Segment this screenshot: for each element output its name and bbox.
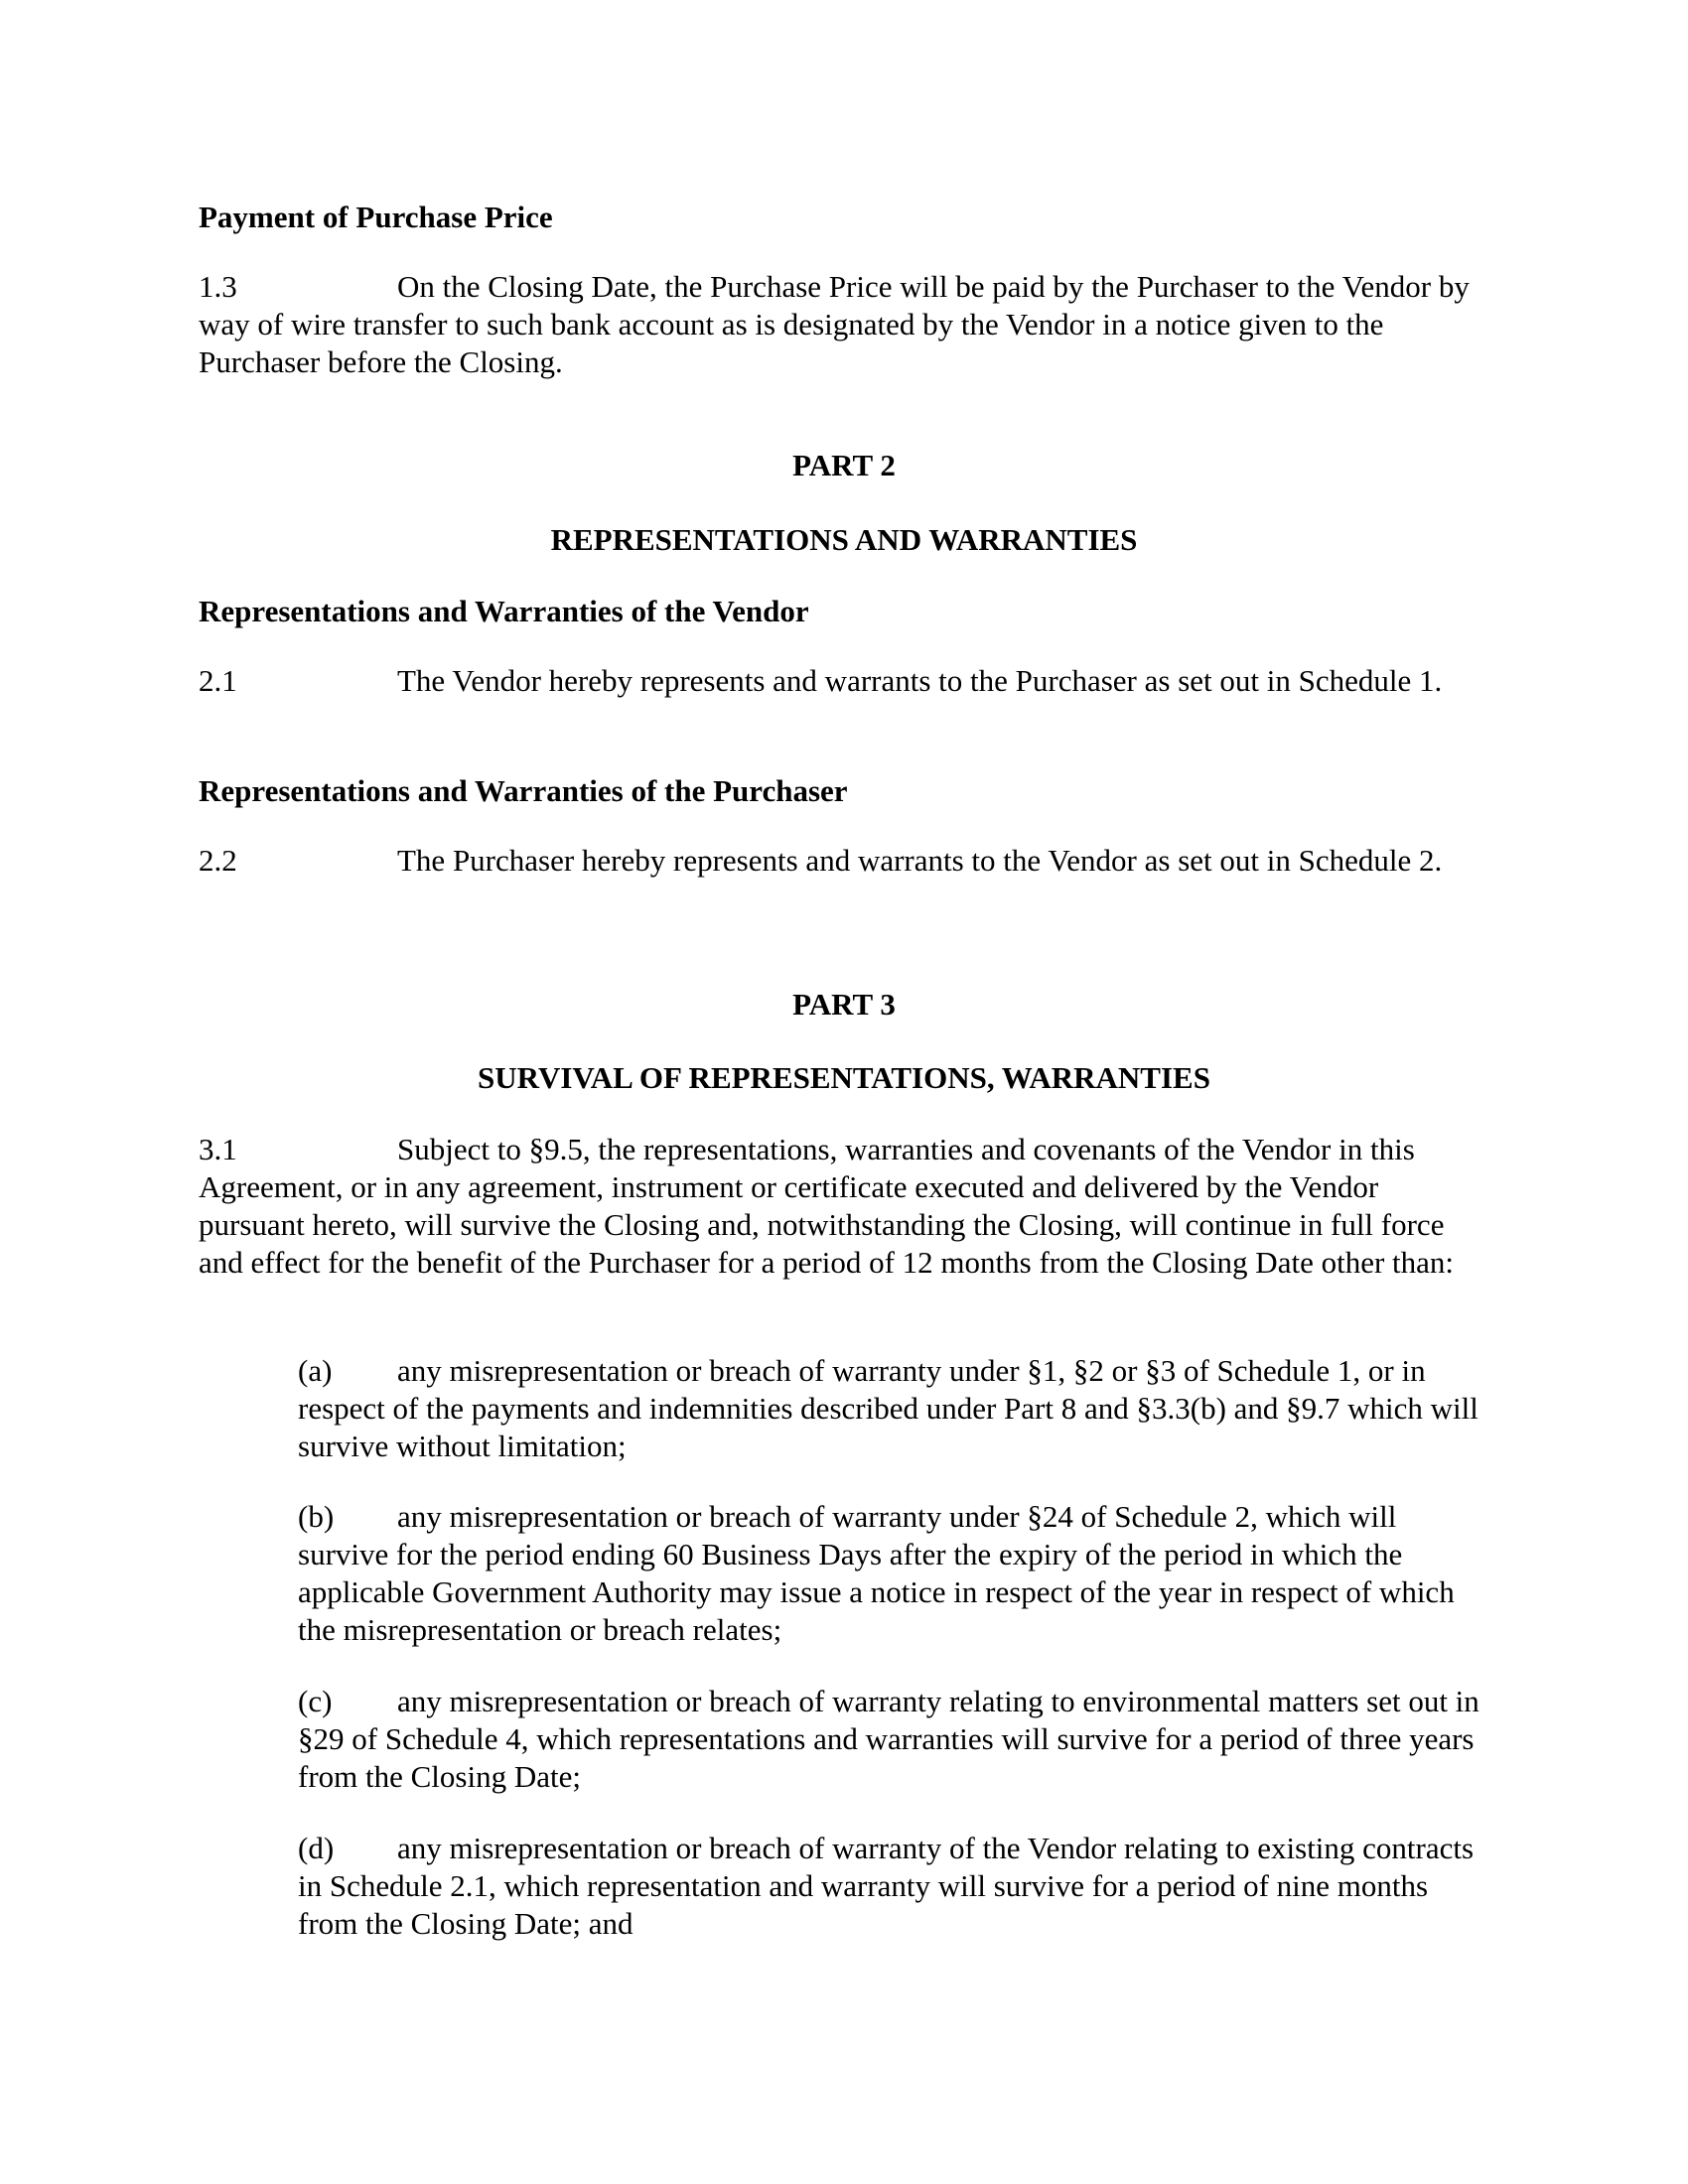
clause-2-2 [199,842,1489,880]
subclause-label: (b) [298,1499,335,1534]
subclause-text: any misrepresentation or breach of warranty relating to environmental matters set out in §29 of Schedule 4, which representations and warranties will survive for a period of three years from the Closing Date; [298,1684,1479,1794]
subclause-label: (c) [298,1684,333,1718]
subclause-c [298,1683,1489,1796]
subclause-text: any misrepresentation or breach of warranty of the Vendor relating to existing contracts in Schedule 2.1, which representation and warranty will survive for a period of nine months from the Closing Date; and [298,1831,1475,1941]
clause-number: 3.1 [199,1132,237,1166]
payment-heading: Payment of Purchase Price [199,200,553,234]
clause-3-1 [199,1131,1489,1282]
subclause-text: any misrepresentation or breach of warranty under §24 of Schedule 2, which will survive for the period ending 60 Business Days after the expiry of the period in which the applicable Government Authority may issue a notice in respect of the year in respect of which the misrepresentation or breach relates; [298,1499,1455,1647]
clause-number: 2.1 [199,663,237,698]
subclause-text: any misrepresentation or breach of warranty under §1, §2 or §3 of Schedule 1, or in respect of the payments and indemnities described under Part 8 and §3.3(b) and §9.7 which will survive without limitation; [298,1353,1478,1463]
subclause-b [298,1498,1489,1649]
clause-text: Subject to §9.5, the representations, warranties and covenants of the Vendor in this Agreement, or in any agreement, instrument or certificate executed and delivered by the Vendor pursuant hereto, will survive the Closing and, notwithstanding the Closing, will continue in full force and effect for the benefit of the Purchaser for a period of 12 months from the Closing Date other than: [199,1132,1455,1280]
clause-1-3 [199,268,1489,381]
subclause-d [298,1830,1489,1943]
clause-text: The Purchaser hereby represents and warrants to the Vendor as set out in Schedule 2. [397,843,1443,878]
subclause-label: (d) [298,1831,335,1865]
part-2-label: PART 2 [792,448,896,482]
purchaser-reps-heading: Representations and Warranties of the Purchaser [199,773,848,808]
clause-number: 1.3 [199,269,237,304]
subclause-label: (a) [298,1353,333,1388]
clause-number: 2.2 [199,843,237,878]
clause-2-1 [199,662,1489,700]
vendor-reps-heading: Representations and Warranties of the Vendor [199,594,809,628]
clause-text: The Vendor hereby represents and warrants to the Purchaser as set out in Schedule 1. [397,663,1443,698]
part-3-label: PART 3 [792,987,896,1022]
part-3-title: SURVIVAL OF REPRESENTATIONS, WARRANTIES [478,1060,1210,1095]
subclause-a [298,1352,1489,1465]
clause-text: On the Closing Date, the Purchase Price will be paid by the Purchaser to the Vendor by way of wire transfer to such bank account as is designated by the Vendor in a notice given to the Purchaser before the Closing. [199,269,1470,379]
part-2-title: REPRESENTATIONS AND WARRANTIES [550,522,1138,557]
